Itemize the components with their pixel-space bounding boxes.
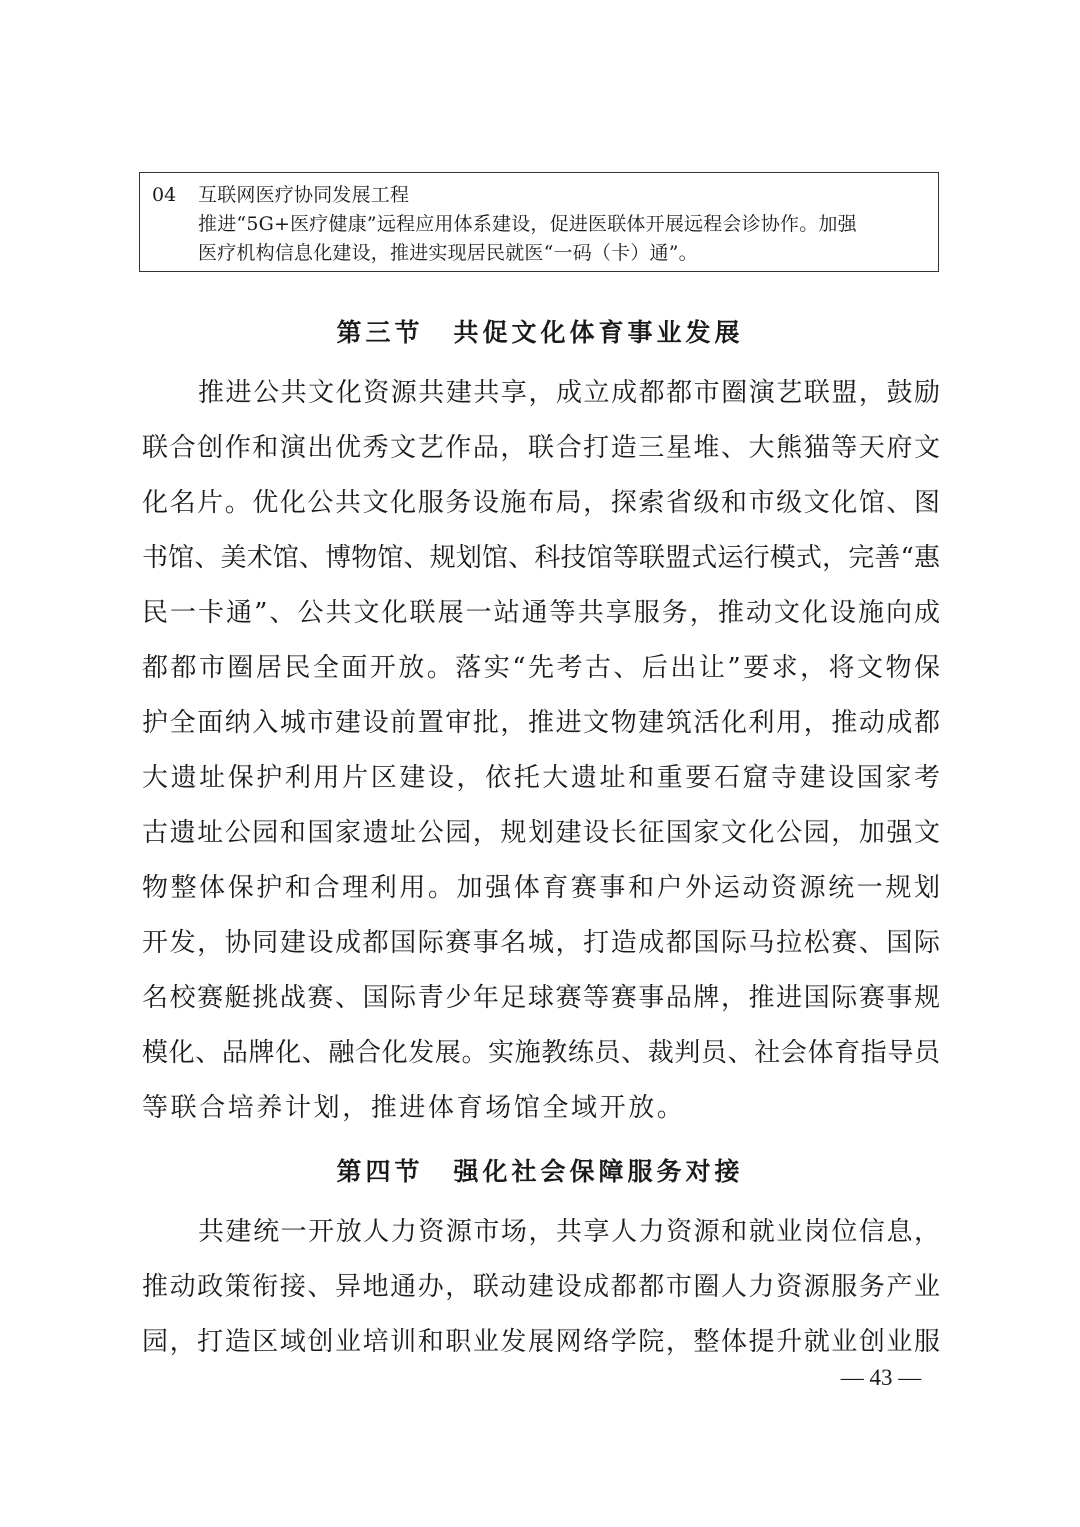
paragraph-line: 护全面纳入城市建设前置审批，推进文物建筑活化利用，推动成都	[142, 708, 940, 738]
paragraph-line: 都都市圈居民全面开放。落实“先考古、后出让”要求，将文物保	[142, 653, 940, 683]
paragraph-line: 推进公共文化资源共建共享，成立成都都市圈演艺联盟，鼓励	[198, 378, 940, 408]
project-number: 04	[152, 184, 177, 206]
section-3-heading	[0, 313, 1080, 349]
paragraph-line: 共建统一开放人力资源市场，共享人力资源和就业岗位信息，	[198, 1217, 940, 1247]
paragraph-line: 物整体保护和合理利用。加强体育赛事和户外运动资源统一规划	[142, 873, 940, 903]
project-box	[139, 172, 939, 272]
section-3-label: 第三节	[336, 318, 424, 347]
paragraph-line: 化名片。优化公共文化服务设施布局，探索省级和市级文化馆、图	[142, 488, 940, 518]
paragraph-line: 名校赛艇挑战赛、国际青少年足球赛等赛事品牌，推进国际赛事规	[142, 983, 940, 1013]
section-4-heading	[0, 1152, 1080, 1188]
paragraph-line: 园，打造区域创业培训和职业发展网络学院，整体提升就业创业服	[142, 1327, 940, 1357]
paragraph-line: 推动政策衔接、异地通办，联动建设成都都市圈人力资源服务产业	[142, 1272, 940, 1302]
page-number: — 43 —	[840, 1365, 922, 1390]
project-desc-line: 推进“5G+医疗健康”远程应用体系建设，促进医联体开展远程会诊协作。加强	[198, 213, 857, 235]
paragraph-line: 等联合培养计划，推进体育场馆全域开放。	[142, 1093, 686, 1123]
paragraph-line: 书馆、美术馆、博物馆、规划馆、科技馆等联盟式运行模式，完善“惠	[142, 543, 940, 573]
paragraph-line: 古遗址公园和国家遗址公园，规划建设长征国家文化公园，加强文	[142, 818, 940, 848]
section-4-label: 第四节	[336, 1157, 424, 1186]
paragraph-line: 模化、品牌化、融合化发展。实施教练员、裁判员、社会体育指导员	[142, 1038, 940, 1068]
paragraph-line: 开发，协同建设成都国际赛事名城，打造成都国际马拉松赛、国际	[142, 928, 940, 958]
paragraph-line: 大遗址保护利用片区建设，依托大遗址和重要石窟寺建设国家考	[142, 763, 940, 793]
project-desc-line: 医疗机构信息化建设，推进实现居民就医“一码（卡）通”。	[198, 242, 698, 264]
paragraph-line: 联合创作和演出优秀文艺作品，联合打造三星堆、大熊猫等天府文	[142, 433, 940, 463]
section-4-title: 强化社会保障服务对接	[453, 1157, 744, 1186]
paragraph-line: 民一卡通”、公共文化联展一站通等共享服务，推动文化设施向成	[142, 598, 940, 628]
section-3-title: 共促文化体育事业发展	[453, 318, 744, 347]
project-title: 互联网医疗协同发展工程	[198, 184, 410, 206]
